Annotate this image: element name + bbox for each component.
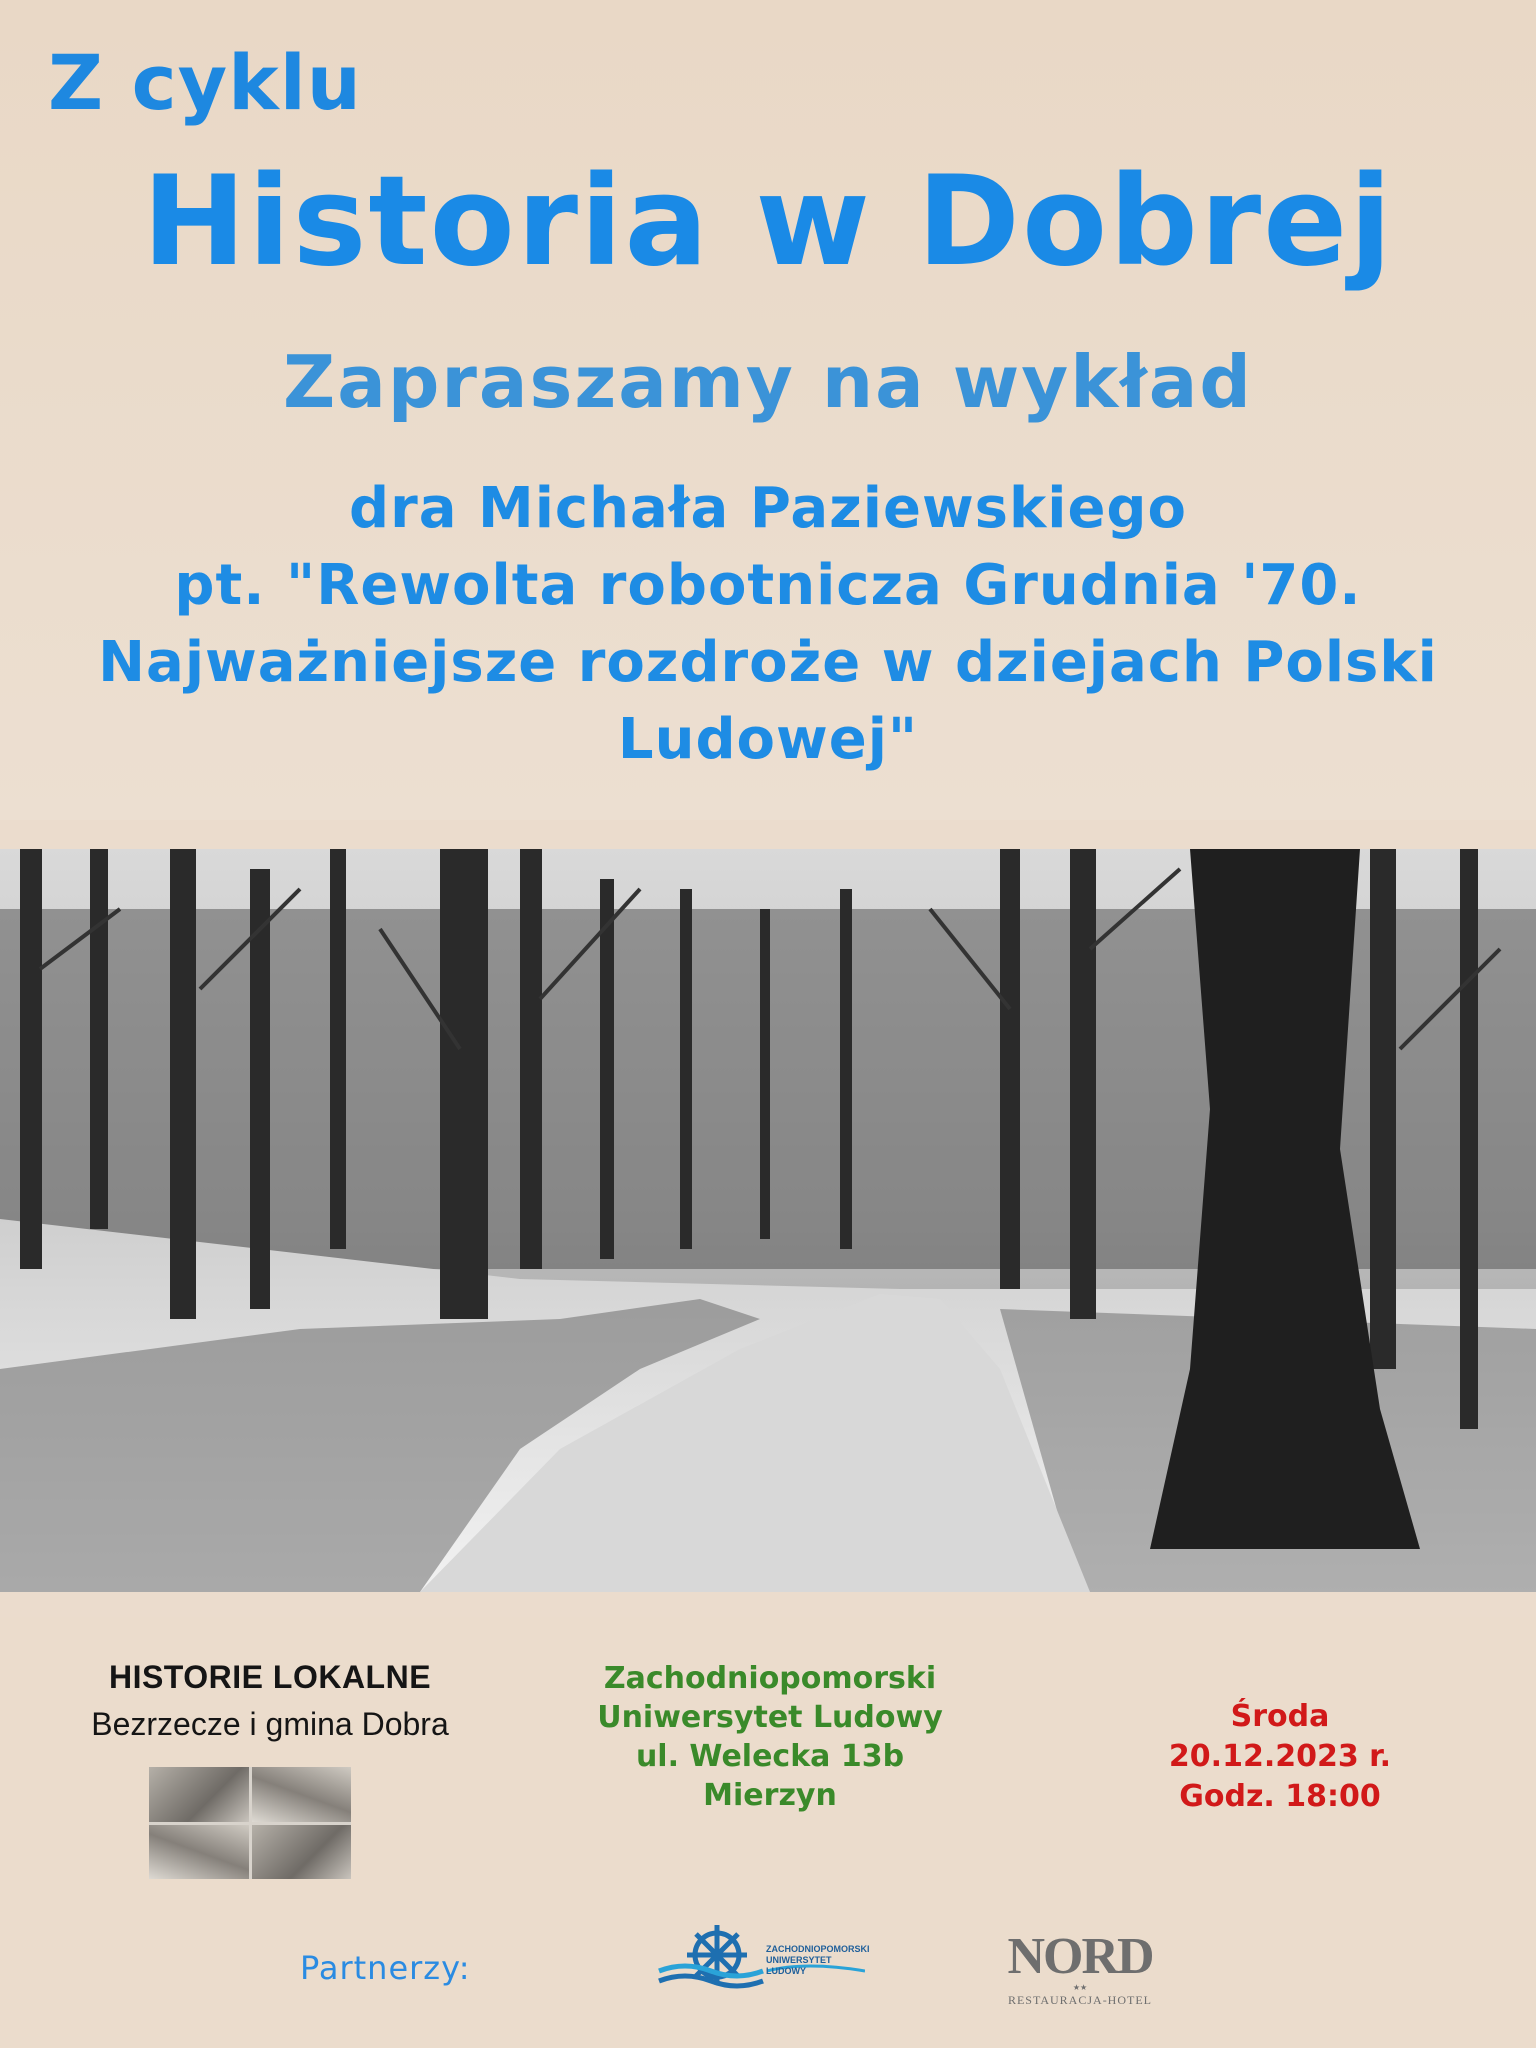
invite-text: Zapraszamy na wykład bbox=[283, 340, 1253, 424]
venue-line-2: Uniwersytet Ludowy bbox=[597, 1700, 943, 1735]
postcard-panel bbox=[149, 1825, 249, 1880]
lecture-title-line-2: Najważniejsze rozdroże w dziejach Polski bbox=[98, 630, 1438, 695]
zul-logo-line-2: UNIWERSYTET bbox=[766, 1955, 832, 1965]
venue-line-4: Mierzyn bbox=[703, 1778, 837, 1813]
venue-line-1: Zachodniopomorski bbox=[603, 1661, 937, 1696]
historic-postcard-image bbox=[149, 1767, 351, 1879]
postcard-panel bbox=[252, 1767, 352, 1822]
event-day: Środa bbox=[1230, 1699, 1330, 1734]
nord-wordmark: NORD bbox=[1007, 1928, 1153, 1985]
organizer-subtitle: Bezrzecze i gmina Dobra bbox=[91, 1706, 449, 1742]
winter-forest-photo bbox=[0, 849, 1536, 1592]
zul-logo-line-1: ZACHODNIOPOMORSKI bbox=[766, 1944, 870, 1954]
lecture-title-line-1: pt. "Rewolta robotnicza Grudnia '70. bbox=[174, 553, 1362, 618]
organizer-block bbox=[40, 1659, 500, 1743]
event-date: 20.12.2023 r. bbox=[1168, 1739, 1392, 1774]
lecture-title-line-3: Ludowej" bbox=[617, 707, 919, 772]
nord-stars-icon: ★★ bbox=[1072, 1983, 1088, 1992]
nord-logo bbox=[1000, 1928, 1160, 2008]
postcard-panel bbox=[252, 1825, 352, 1880]
series-label: Z cyklu bbox=[48, 38, 362, 127]
poster-title: Historia w Dobrej bbox=[142, 150, 1394, 294]
lecturer-line: dra Michała Paziewskiego bbox=[349, 476, 1187, 541]
footer-section bbox=[0, 1617, 1536, 2048]
date-block bbox=[1130, 1697, 1430, 1817]
venue-line-3: ul. Welecka 13b bbox=[635, 1739, 905, 1774]
event-time: Godz. 18:00 bbox=[1179, 1779, 1381, 1814]
venue-block bbox=[560, 1659, 980, 1815]
partners-label: Partnerzy: bbox=[300, 1949, 471, 1987]
forest-path-image bbox=[0, 849, 1536, 1592]
organizer-heading: HISTORIE LOKALNE bbox=[108, 1659, 432, 1695]
lecture-details bbox=[0, 470, 1536, 778]
zul-logo-line-3: LUDOWY bbox=[766, 1966, 806, 1976]
nord-subtitle: RESTAURACJA-HOTEL bbox=[1007, 1993, 1153, 2007]
postcard-panel bbox=[149, 1767, 249, 1822]
header-section bbox=[0, 0, 1536, 820]
zul-logo-text bbox=[766, 1944, 876, 1977]
